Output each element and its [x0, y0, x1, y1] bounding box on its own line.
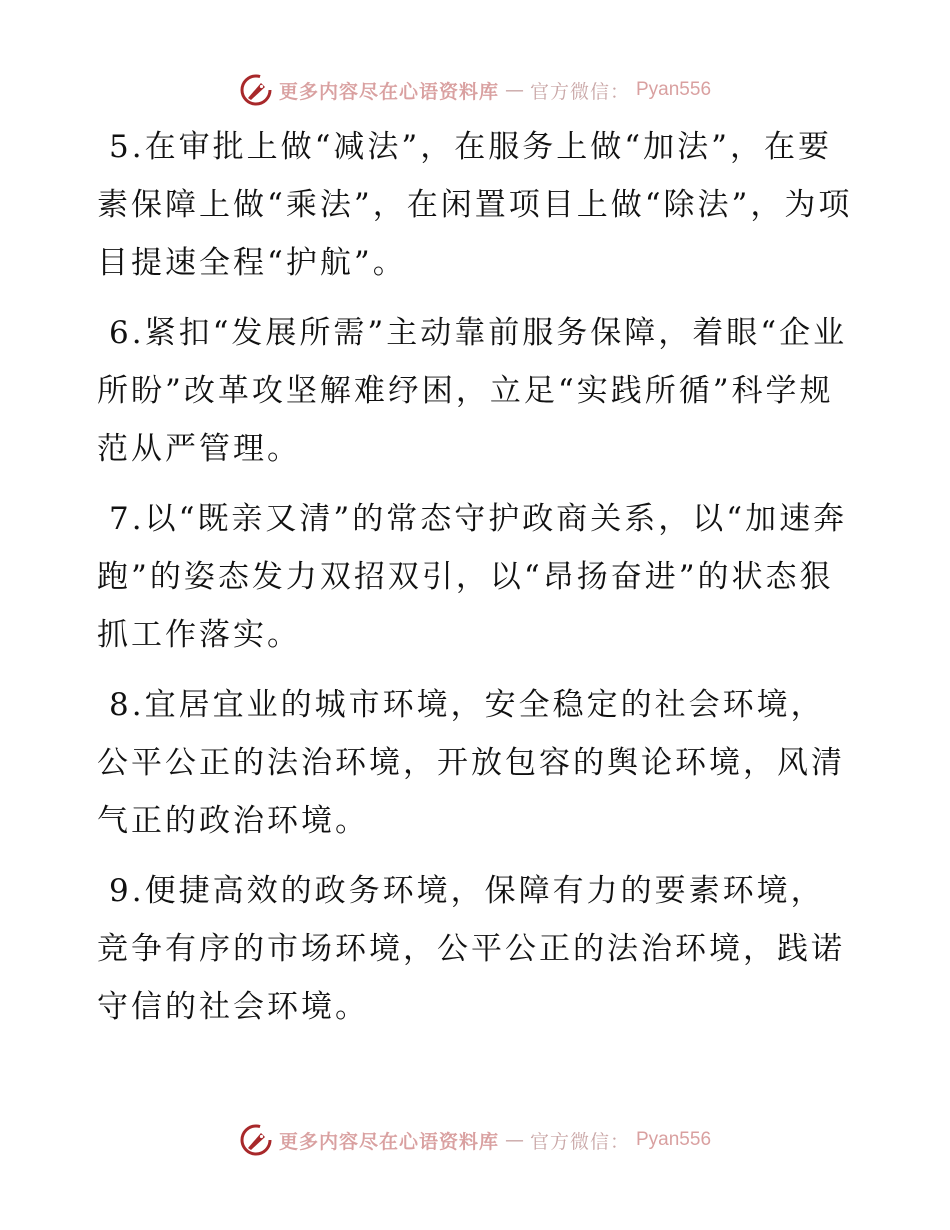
paragraph-8: [97, 676, 857, 850]
banner-text: 更多内容尽在心语资料库: [278, 1130, 499, 1153]
paragraph-text: 紧扣“发展所需”主动靠前服务保障，着眼“企业所盼”改革攻坚解难纾困，立足“实践所循”科学规范从严管理。: [97, 315, 848, 467]
paragraph-number: 9.: [109, 873, 145, 909]
footer-banner: [0, 1120, 950, 1160]
paragraph-text: 宜居宜业的城市环境，安全稳定的社会环境，公平公正的法治环境，开放包容的舆论环境，风清气正的政治环境。: [97, 687, 845, 839]
header-banner: [0, 70, 950, 110]
banner-wechat-label: 官方微信：: [529, 1130, 630, 1153]
paragraph-number: 8.: [109, 687, 145, 723]
banner-wechat-id: Pyan556: [636, 79, 712, 100]
paragraph-5: [97, 118, 857, 292]
paragraph-number: 7.: [109, 501, 145, 537]
banner-wechat-id: Pyan556: [636, 1129, 712, 1150]
banner-separator: —: [504, 79, 524, 101]
banner-separator: —: [504, 1129, 524, 1151]
paragraph-6: [97, 304, 857, 478]
paragraph-7: [97, 490, 857, 664]
paragraph-9: [97, 862, 857, 1036]
banner-text: 更多内容尽在心语资料库: [278, 80, 499, 103]
paragraph-text: 便捷高效的政务环境，保障有力的要素环境，竞争有序的市场环境，公平公正的法治环境，践诺守信的社会环境。: [97, 873, 845, 1025]
paragraph-text: 在审批上做“减法”，在服务上做“加法”，在要素保障上做“乘法”，在闲置项目上做“除法”，为项目提速全程“护航”。: [97, 129, 853, 281]
document-body: [97, 118, 857, 1048]
paragraph-text: 以“既亲又清”的常态守护政商关系，以“加速奔跑”的姿态发力双招双引，以“昂扬奋进”的状态狠抓工作落实。: [97, 501, 848, 653]
paragraph-number: 5.: [109, 129, 145, 165]
banner-wechat-label: 官方微信：: [529, 80, 630, 103]
paragraph-number: 6.: [109, 315, 145, 351]
pen-nib-icon: [239, 1123, 273, 1157]
pen-nib-icon: [239, 73, 273, 107]
